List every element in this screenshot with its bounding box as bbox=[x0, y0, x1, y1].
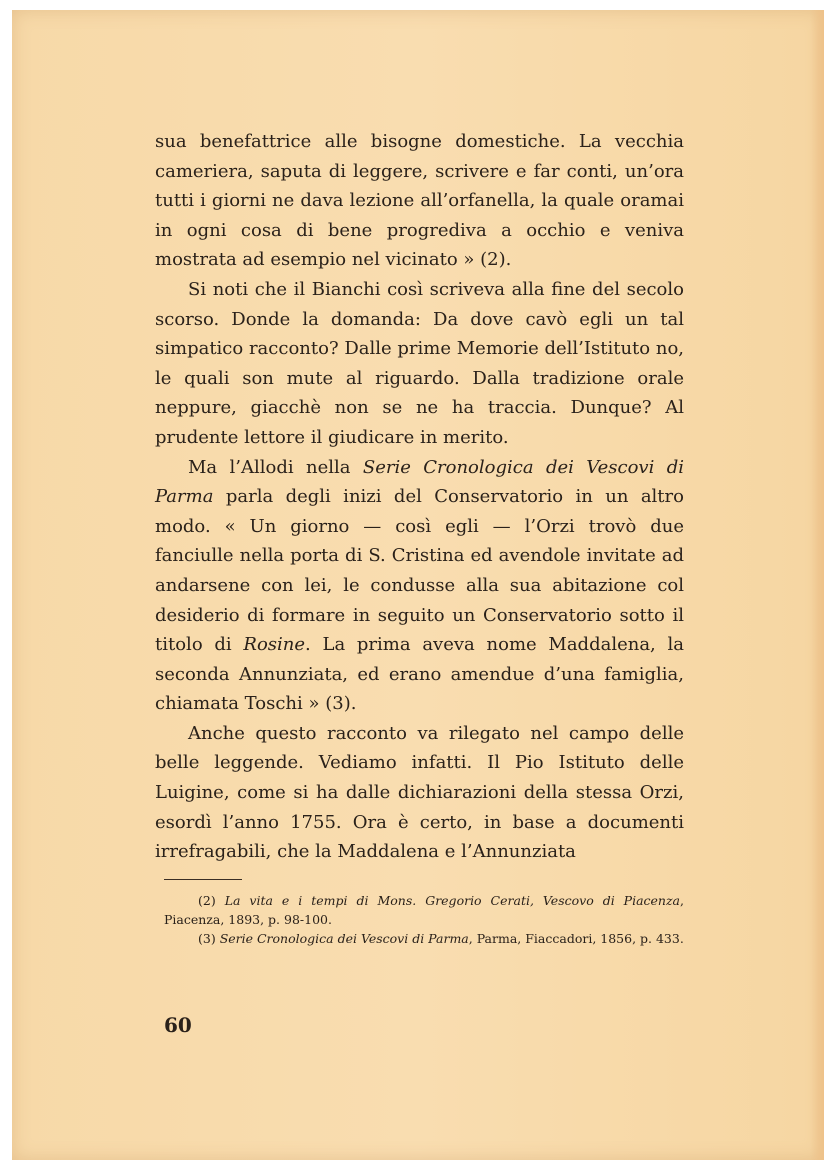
footnote-title-italic: La vita e i tempi di Mons. Gregorio Cerati, Vescovo di Piacenza bbox=[224, 893, 681, 908]
footnote-rule bbox=[164, 879, 242, 880]
footnote-source: , Piacenza, 1893, p. 98-100. bbox=[164, 893, 684, 927]
footnote-number: (3) bbox=[198, 931, 220, 946]
paragraph-3 bbox=[155, 453, 684, 719]
page-edge-shading bbox=[810, 10, 824, 1160]
footnote-number: (2) bbox=[198, 893, 225, 908]
footnote-3 bbox=[164, 929, 684, 948]
paragraph-segment: . La prima aveva nome Maddalena, la seconda Annunziata, ed erano amendue d’una famiglia, chiamata Toschi » (3). bbox=[155, 634, 684, 715]
footnote-title-italic: Serie Cronologica dei Vescovi di Parma bbox=[219, 931, 469, 946]
page-number: 60 bbox=[164, 1013, 192, 1037]
book-title-italic: Serie Cronologica dei Vescovi di Parma bbox=[155, 456, 684, 508]
paragraph-2 bbox=[155, 275, 684, 453]
body-text bbox=[155, 127, 684, 867]
book-page bbox=[12, 10, 824, 1160]
paragraph-4 bbox=[155, 719, 684, 867]
footnotes bbox=[164, 891, 684, 948]
footnote-source: , Parma, Fiaccadori, 1856, p. 433. bbox=[468, 931, 684, 946]
paragraph-segment: Si noti che il Bianchi così scriveva alla fine del secolo scorso. Donde la domanda: Da dove cavò egli un tal simpatico racconto? Dalle prime Memorie dell’Istituto no, le quali son mute al riguardo. Dalla tradizione orale neppure, giacchè non se ne ha traccia. Dunque? Al prudente lettore il giudicare in merito. bbox=[155, 278, 684, 448]
paragraph-1 bbox=[155, 127, 684, 275]
footnote-2 bbox=[164, 891, 684, 929]
paragraph-segment: Anche questo racconto va rilegato nel campo delle belle leggende. Vediamo infatti. Il Pio Istituto delle Luigine, come si ha dalle dichiarazioni della stessa Orzi, esordì l’anno 1755. Ora è certo, in base a documenti irrefragabili, che la Maddalena e l’Annunziata bbox=[155, 722, 684, 863]
rosine-italic: Rosine bbox=[243, 634, 306, 656]
paragraph-segment: parla degli inizi del Conservatorio in un altro modo. « Un giorno — così egli — l’Orzi trovò due fanciulle nella porta di S. Cristina ed avendole invitate ad andarsene con lei, le condusse alla sua abitazione col desiderio di formare in seguito un Conservatorio sotto il titolo di bbox=[155, 486, 684, 656]
paragraph-segment: sua benefattrice alle bisogne domestiche. La vecchia cameriera, saputa di leggere, scrivere e far conti, un’ora tutti i giorni ne dava lezione all’orfanella, la quale oramai in ogni cosa di bene progrediva a occhio e veniva mostrata ad esempio nel vicinato » (2). bbox=[155, 131, 684, 271]
paragraph-segment: Ma l’Allodi nella bbox=[188, 456, 363, 478]
